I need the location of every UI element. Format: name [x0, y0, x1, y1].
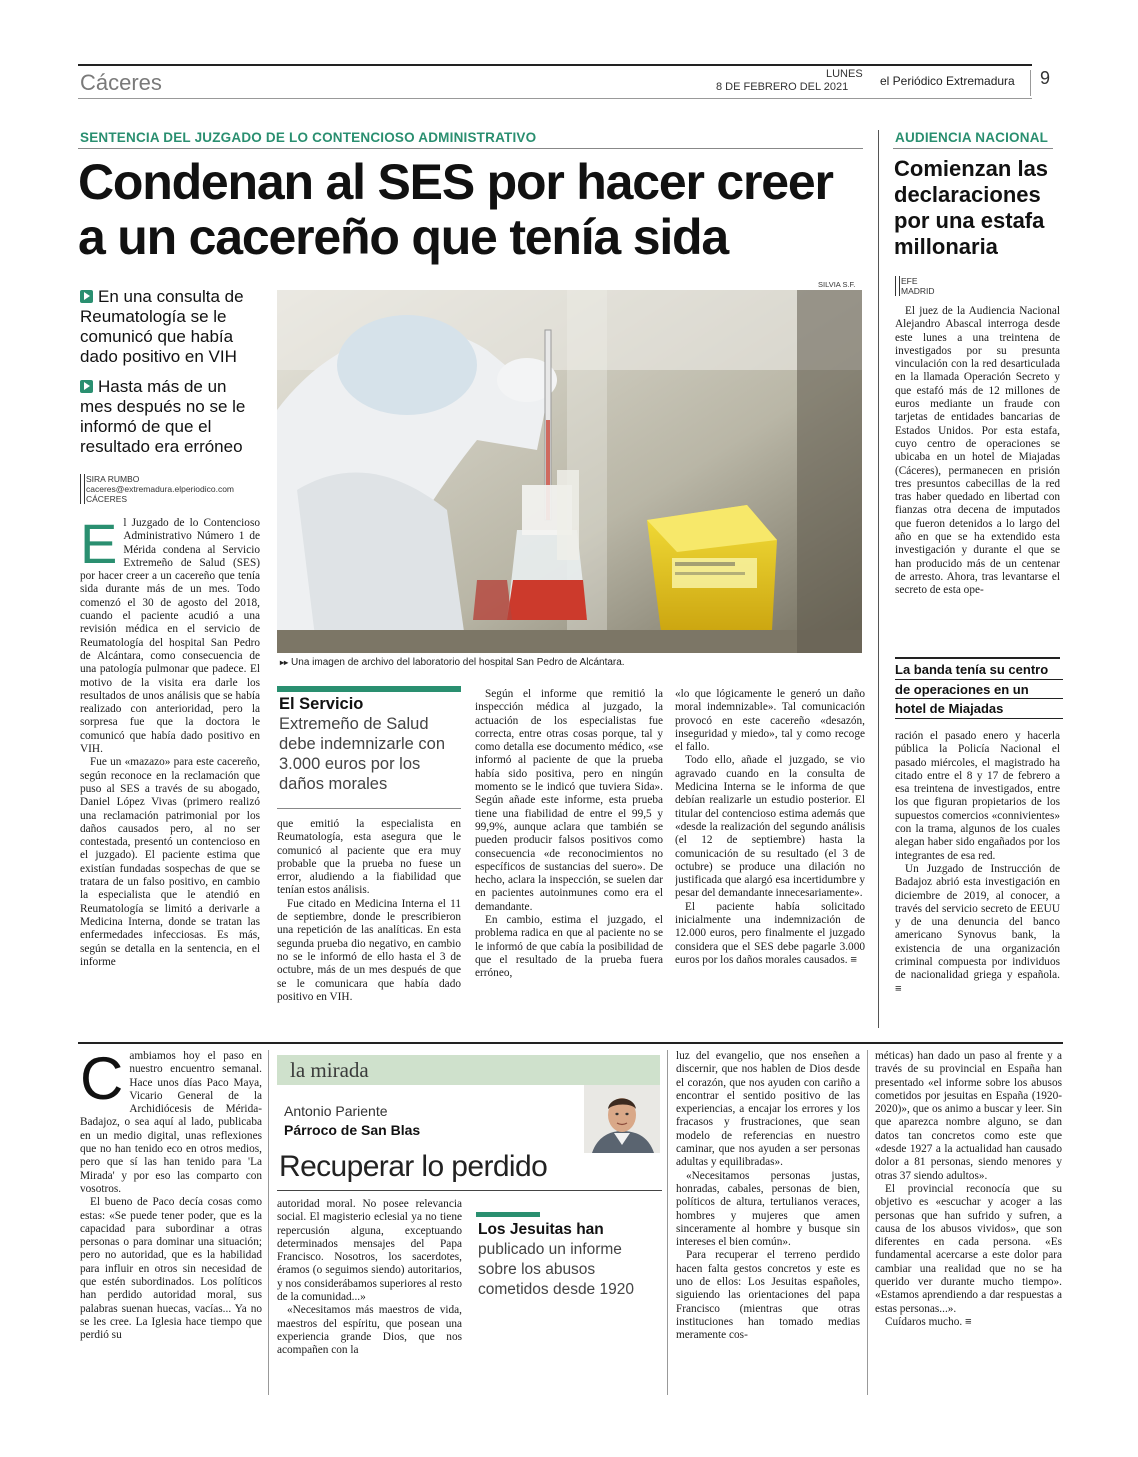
- body-paragraph: «lo que lógicamente le generó un daño moral indemnizable». Tal comunicación provocó en este cacereño «desazón, inseguridad y miedo», tal y como recoge el fallo.: [675, 688, 865, 754]
- body-paragraph: El juez de la Audiencia Nacional Alejandro Abascal interroga desde este lunes a una treintena de investigados por su presunta vinculación con la red desarticulada en la llamada Operación Secreto y que estafó más de 12 millones de euros mediante un fraude con tarjetas de entidades bancarias de Estados Unidos. Por esta estafa, cuyo centro de operaciones se ubicaba en un hotel de Miajadas (Cáceres), permanecen en prisión tres presuntos cabecillas de la red tras haber quedado en libertad con fianzas otra decena de imputados que fueron detenidos a lo largo del año en que se ha extendido esta investigación y durante el que se han producido más de un centenar de arresto. Ahora, tras levantarse el secreto de esta ope-: [895, 305, 1060, 597]
- column-rule: [268, 1050, 269, 1395]
- main-body-column-4: [675, 688, 865, 1028]
- byline-author: EFE: [901, 276, 918, 286]
- body-paragraph: méticas) han dado un paso al frente y a través de su provincial en España han presentado «el informe sobre los abusos cometidos por jesuitas en España (1920-2020)», que os animo a buscar y leer. Sin que aparezca nombre alguno, se dan datos tan concretos como este que «desde 1927 a la actualidad han causado dolor a 81 personas, siendo menores y otras 37 siendo adultos».: [875, 1050, 1062, 1182]
- body-paragraph: Un Juzgado de Instrucción de Badajoz abrió esta investigación en diciembre de 2019, al conocer, a través del servicio secreto de EEUU y de una denuncia del banco americano Synovus bank, la existencia de una organización criminal compuesta por individuos de nacionalidad griega y española. ≡: [895, 862, 1060, 995]
- photo-caption: ▸▸ Una imagen de archivo del laboratorio del hospital San Pedro de Alcántara.: [280, 657, 625, 668]
- body-paragraph: El provincial reconocía que su objetivo es «escuchar y acoger a las personas que han sufrido y sufren, a causa de los abusos vividos», que son diferentes en cada persona. «Es fundamental acercarse a este dolor para cambiar una realidad que no se ha querido ver durante mucho tiempo». «Estamos aprendiendo a dar respuestas a estas personas...».: [875, 1182, 1062, 1315]
- body-paragraph: Cuídaros mucho. ≡: [885, 1315, 972, 1328]
- body-paragraph: autoridad moral. No posee relevancia social. El magisterio eclesial ya no tiene repercusión alguna, exceptuando determinados mensajes del Papa Francisco. Nosotros, los sacerdotes, éramos (o seguimos siendo) autoritarios, y nos considerábamos superiores al resto de la comunidad...»: [277, 1198, 462, 1304]
- side-kicker: AUDIENCIA NACIONAL: [895, 130, 1049, 145]
- body-paragraph: que emitió la especialista en Reumatología, esta asegura que le comunicó al paciente que era muy probable que la prueba no fuese un error, aludiendo a la fiabilidad que tenían estos análisis.: [277, 818, 461, 897]
- play-arrow-icon: [80, 290, 93, 303]
- body-paragraph: ambiamos hoy el paso en nuestro encuentro semanal. Hace unos días Paco Maya, Vicario General de la Archidiócesis de Mérida-Badajoz, o sea aquí al lado, publicaba en un medio digital, unas reflexiones que no han tenido eco en otros medios, pero que sí las han tenido para 'La Mirada' y por eso las comparto con vosotros.: [80, 1050, 262, 1195]
- page-number: 9: [1040, 68, 1051, 88]
- author-portrait: [584, 1085, 660, 1153]
- pull-quote-text: Extremeño de Salud debe indemnizarle con 3.000 euros por los daños morales: [279, 715, 446, 793]
- issue-date-text: 8 DE FEBRERO DEL 2021: [716, 81, 849, 93]
- play-arrow-icon: [80, 380, 93, 393]
- side-column-separator: [878, 130, 879, 1028]
- body-paragraph: l Juzgado de lo Contencioso Administrativo Número 1 de Mérida condena al Servicio Extremeño de Salud (SES) por hacer creer a un cacereño que tenía sida durante más de un mes. Todo comenzó el 30 de agosto del 2018, cuando el paciente acudió a una revisión médica en el servicio de Reumatología del hospital San Pedro de Alcántara, como consecuencia de una patología pulmonar que padece. El motivo de la visita era darle los resultados de unos análisis que se había realizado con anterioridad, pero la sorpresa fue que la doctora le comunicó que había dado positivo en VIH.: [80, 517, 260, 756]
- pull-quote-rule: [277, 808, 461, 809]
- opinion-pull-quote: [478, 1220, 663, 1300]
- drop-cap: E: [80, 517, 118, 575]
- opinion-pull-quote-bar: [476, 1212, 540, 1217]
- opinion-section-label: la mirada: [290, 1058, 369, 1082]
- body-paragraph: «Necesitamos personas justas, honradas, cabales, personas de bien, políticos de altura, tertulianos veraces, hombres y mujeres que amen sinceramente al hombre y busque sin intereses el bien común».: [676, 1169, 860, 1249]
- side-highlight-line: La banda tenía su centro: [895, 660, 1063, 680]
- drop-cap: C: [80, 1050, 124, 1112]
- author-name: Antonio Pariente: [284, 1103, 388, 1119]
- main-body-column-3: [475, 688, 663, 1028]
- main-headline-line2: a un cacereño que tenía sida: [78, 209, 728, 265]
- opinion-column-2: [277, 1198, 462, 1398]
- body-paragraph: Fue un «mazazo» para este cacereño, según reconoce en la reclamación que puso al SES a través de su abogado, Daniel López Vivas (primero realizó una reclamación patrimonial por los daños causados pero, al no ser contestada, presentó un contencioso en el juzgado). El paciente estima que existían fundadas sospechas de que se tratara de un falso positivo, en cambio la especialista que le atendió en Reumatología se limitó a derivarle a Medicina Interna, donde se tratan las enfermedades infecciosas. Es más, según se detalla en la sentencia, en el informe: [80, 756, 260, 968]
- header-bottom-rule: [78, 98, 1032, 99]
- main-byline: [80, 474, 260, 504]
- byline-place: CÁCERES: [86, 494, 128, 504]
- photo-credit: SILVIA S.F.: [818, 280, 856, 289]
- body-paragraph: El bueno de Paco decía cosas como estas: «Se puede tener poder, que es la capacidad para subordinar a otras personas o para dominar una situación; pero no autoridad, que es la habilidad para influir en otros sin necesidad de que estén subordinados. Los políticos han perdido autoridad moral, sus palabras suenan huecas, vacías... Ya no se les cree. La Iglesia hace tiempo que perdió su: [80, 1196, 262, 1342]
- body-paragraph: En cambio, estima el juzgado, el problema radica en que al paciente no se le informó de que cabía la posibilidad de que el resultado de la prueba fuera erróneo,: [475, 914, 663, 980]
- main-headline: [78, 155, 868, 265]
- end-mark-icon: ≡: [965, 1315, 972, 1328]
- author-portrait-illustration: [584, 1085, 660, 1153]
- pull-quote-lead: El Servicio: [279, 695, 364, 713]
- section-divider-rule: [78, 1042, 1063, 1044]
- newspaper-name: el Periódico Extremadura: [880, 74, 1015, 88]
- opinion-column-3: [676, 1050, 860, 1395]
- side-highlight-line: de operaciones en un: [895, 680, 1063, 700]
- issue-date: [716, 68, 876, 94]
- body-paragraph: El paciente había solicitado inicialmente una indemnización de 12.000 euros, pero finalmente el juzgado considera que el SES debe pagarle 3.000 euros por los daños morales causados. ≡: [675, 900, 865, 966]
- byline-email: caceres@extremadura.elperiodico.com: [86, 484, 234, 494]
- side-kicker-rule: [893, 148, 1053, 149]
- opinion-author: [284, 1102, 420, 1140]
- column-rule: [667, 1050, 668, 1395]
- side-body-column-1: [895, 305, 1060, 645]
- column-rule: [867, 1050, 868, 1395]
- side-body-column-2: [895, 730, 1060, 1030]
- side-headline: Comienzan las declaraciones por una estafa millonaria: [894, 156, 1049, 259]
- header-top-rule: [78, 64, 1032, 66]
- body-paragraph: Según el informe que remitió la inspección médica al juzgado, la actuación de los especialistas fue correcta, entre otras cosas porque, tal y como detalla ese documento médico, «se informó al paciente de que la prueba había sido positiva, pero en ningún momento se le indicó que tuviera Sida». Según añade este informe, esta prueba tiene una fiabilidad de entre el 99,5 y 99,9%, aunque aclara que también se pueden producir falsos positivos como consecuencia «de reconocimientos no específicos de sustancias del suero». De hecho, aclara la inspección, se suelen dar en pacientes autoinmunes como era el demandante.: [475, 688, 663, 913]
- opinion-title: Recuperar lo perdido: [279, 1150, 548, 1183]
- caption-arrows-icon: ▸▸: [280, 658, 289, 667]
- pull-quote-bar: [277, 686, 461, 692]
- body-paragraph: Fue citado en Medicina Interna el 11 de septiembre, donde le prescribieron una repetición de las analíticas. En esta segunda prueba dio negativo, en cambio no se le informó de ello hasta el 3 de octubre, más de un mes después de que se le comunicara que había dado positivo en VIH.: [277, 897, 461, 1003]
- body-paragraph: ración el pasado enero y hacerla pública la Policía Nacional el pasado miércoles, el magistrado ha citado entre el 8 y 17 de febrero a esa treintena de investigados, entre los que figuran propietarios de los supuestos comercios «connivientes» con la trama, algunos de los cuales alegan haber sido engañados por los integrantes de esa red.: [895, 730, 1060, 862]
- pull-quote: [279, 694, 463, 794]
- side-highlight-box: [895, 660, 1063, 719]
- issue-day: LUNES: [826, 68, 863, 80]
- main-headline-line1: Condenan al SES por hacer creer: [78, 154, 833, 210]
- side-box-rule: [895, 657, 1060, 659]
- pull-quote-lead: Los Jesuitas han: [478, 1221, 604, 1238]
- summary-bullet-1: En una consulta de Reumatología se le comunicó que había dado positivo en VIH: [80, 287, 244, 366]
- laboratory-photo: [277, 290, 862, 653]
- opinion-column-1: [80, 1050, 262, 1395]
- author-role: Párroco de San Blas: [284, 1122, 421, 1138]
- main-kicker-rule: [78, 148, 863, 149]
- end-mark-icon: ≡: [850, 953, 857, 966]
- side-highlight-line: hotel de Miajadas: [895, 699, 1063, 719]
- body-paragraph: Todo ello, añade el juzgado, se vio agravado cuando en la consulta de Medicina Interna se le informa de que debían realizarle un estudio posterior. El titular del contencioso estima además que «desde la realización del segundo análisis (el 12 de septiembre) hasta la comunicación de su resultado (el 3 de octubre) se produce una dilación no justificada que alargó esa incertidumbre y pesar del demandante innecesariamente».: [675, 754, 865, 900]
- summary-bullet-2: Hasta más de un mes después no se le informó de que el resultado era erróneo: [80, 377, 246, 456]
- main-body-column-2: [277, 818, 461, 1028]
- main-body-column-1: [80, 517, 260, 1027]
- end-mark-icon: ≡: [895, 982, 902, 995]
- opinion-column-4: [875, 1050, 1062, 1395]
- laboratory-photo-illustration: [277, 290, 862, 653]
- byline-place: MADRID: [901, 286, 935, 296]
- byline-author: SIRA RUMBO: [86, 474, 140, 484]
- body-paragraph: Para recuperar el terreno perdido hacen falta gestos concretos y este es uno de ellos: Los Jesuitas españoles, siguiendo las orientaciones del papa Francisco (mientras que otras instituciones han tomado medias meramente cos-: [676, 1249, 860, 1342]
- opinion-title-rule: [277, 1190, 662, 1191]
- side-byline: [895, 276, 995, 296]
- page-number-divider: [1030, 70, 1031, 96]
- pull-quote-text: publicado un informe sobre los abusos cometidos desde 1920: [478, 1241, 634, 1298]
- main-kicker: SENTENCIA DEL JUZGADO DE LO CONTENCIOSO ADMINISTRATIVO: [80, 130, 537, 145]
- section-name: Cáceres: [80, 70, 162, 95]
- body-paragraph: luz del evangelio, que nos enseñen a discernir, que nos hablen de Dios desde el corazón, que nos ayuden con cariño a encontrar el sentido positivo de las experiencias, a encajar los errores y los fracasos y frustraciones, que sean modelo de referencias en nuestro caminar, que nos ayuden a ser personas adultas y equilibradas».: [676, 1050, 860, 1169]
- body-paragraph: «Necesitamos más maestros de vida, maestros del espíritu, que posean una experiencia grande Dios, que nos acompañen con la: [277, 1304, 462, 1357]
